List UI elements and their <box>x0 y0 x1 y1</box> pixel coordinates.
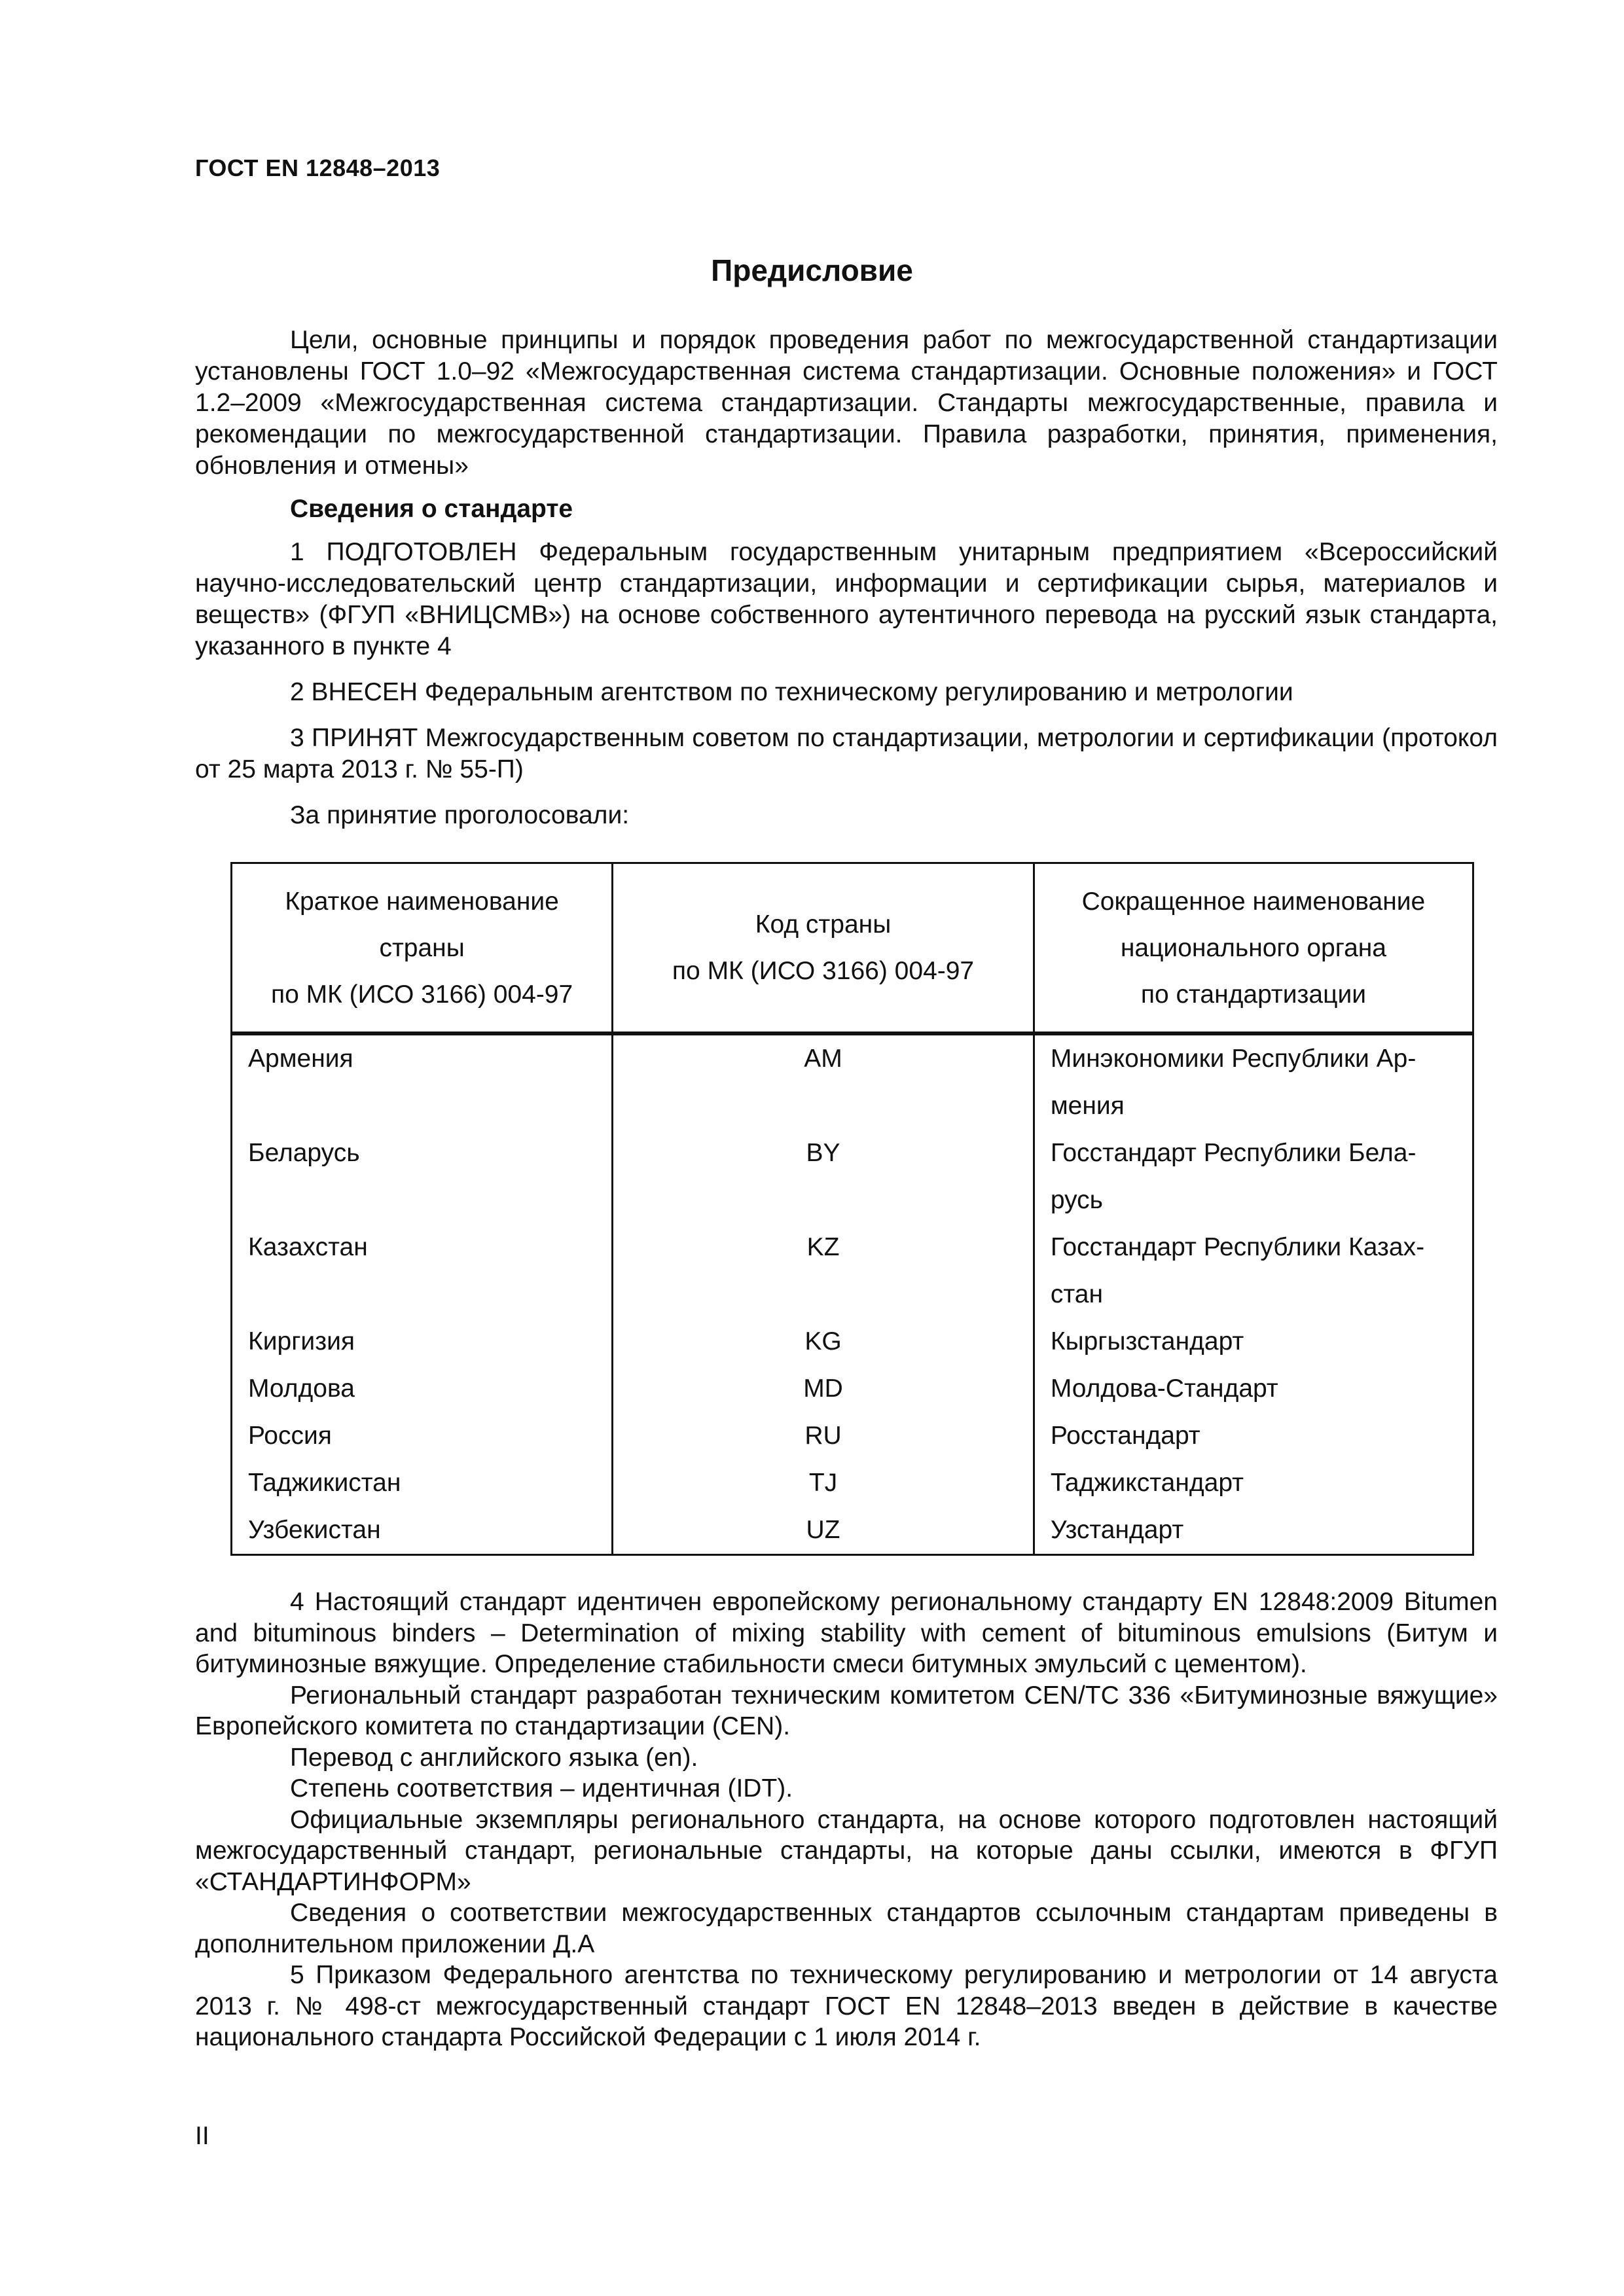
item-4-committee: Региональный стандарт разработан техническим комитетом CEN/TC 336 «Битуминозные вяжущие» Европейского комитета по стандартизации (CEN). <box>195 1681 1498 1740</box>
voting-table <box>230 862 1474 1556</box>
item-4-official-copies: Официальные экземпляры регионального стандарта, на основе которого подготовлен настоящий межгосударственный стандарт, региональные стандарты, на которые даны ссылки, имеются в ФГУП «СТАНДАРТИНФОРМ» <box>195 1805 1498 1896</box>
page-number: II <box>195 2122 209 2150</box>
item-4-paragraph: 4 Настоящий стандарт идентичен европейскому региональному стандарту EN 12848:2009 Bitumen and bituminous binders – Determination of mixing stability with cement of bituminous emulsions (Битум и битуминозные вяжущие. Определение стабильности смеси битумных эмульсий с цементом). <box>195 1588 1498 1678</box>
page-title: Предисловие <box>711 253 913 287</box>
table-row <box>232 1318 1473 1365</box>
org-cell: Госстандарт Республики Бела- русь <box>1034 1130 1473 1224</box>
code-cell: BY <box>613 1130 1034 1224</box>
header-national-body: Сокращенное наименование национального органа по стандартизации <box>1034 863 1473 1034</box>
table-row <box>232 1033 1473 1130</box>
org-cell: Росстандарт <box>1034 1412 1473 1460</box>
table-row <box>232 1460 1473 1507</box>
document-header: ГОСТ EN 12848–2013 <box>195 154 441 181</box>
country-cell: Казахстан <box>232 1224 613 1318</box>
voted-label: За принятие проголосовали: <box>290 801 630 829</box>
table-row <box>232 1507 1473 1555</box>
code-cell: TJ <box>613 1460 1034 1507</box>
code-cell: KZ <box>613 1224 1034 1318</box>
table-row <box>232 1365 1473 1412</box>
info-heading: Сведения о стандарте <box>290 495 573 523</box>
item-4-annex-info: Сведения о соответствии межгосударственных стандартов ссылочным стандартам приведены в дополнительном приложении Д.А <box>195 1899 1498 1958</box>
code-cell: RU <box>613 1412 1034 1460</box>
item-1-paragraph: 1 ПОДГОТОВЛЕН Федеральным государственным унитарным предприятием «Всероссийский научно-исследовательский центр стандартизации, информации и сертификации сырья, материалов и веществ» (ФГУП «ВНИЦСМВ») на основе собственного аутентичного перевода на русский язык стандарта, указанного в пункте 4 <box>195 538 1498 660</box>
voting-table-wrapper <box>230 862 1474 1556</box>
org-cell: Таджикстандарт <box>1034 1460 1473 1507</box>
code-cell: AM <box>613 1033 1034 1130</box>
code-cell: MD <box>613 1365 1034 1412</box>
header-country-code: Код страны по МК (ИСО 3166) 004-97 <box>613 863 1034 1034</box>
code-cell: UZ <box>613 1507 1034 1555</box>
country-cell: Таджикистан <box>232 1460 613 1507</box>
table-row <box>232 1130 1473 1224</box>
item-5-paragraph: 5 Приказом Федерального агентства по техническому регулированию и метрологии от 14 августа 2013 г. № 498-ст межгосударственный стандарт ГОСТ EN 12848–2013 введен в действие в качестве национального стандарта Российской Федерации с 1 июля 2014 г. <box>195 1961 1498 2051</box>
org-cell: Госстандарт Республики Казах- стан <box>1034 1224 1473 1318</box>
country-cell: Армения <box>232 1033 613 1130</box>
preface-section <box>195 325 1498 831</box>
code-cell: KG <box>613 1318 1034 1365</box>
header-country-name: Краткое наименование страны по МК (ИСО 3166) 004-97 <box>232 863 613 1034</box>
org-cell: Молдова-Стандарт <box>1034 1365 1473 1412</box>
country-cell: Киргизия <box>232 1318 613 1365</box>
table-row <box>232 1412 1473 1460</box>
item-2-paragraph: 2 ВНЕСЕН Федеральным агентством по техническому регулированию и метрологии <box>290 678 1293 706</box>
org-cell: Минэкономики Республики Ар- мения <box>1034 1033 1473 1130</box>
country-cell: Беларусь <box>232 1130 613 1224</box>
country-cell: Молдова <box>232 1365 613 1412</box>
country-cell: Россия <box>232 1412 613 1460</box>
intro-paragraph: Цели, основные принципы и порядок проведения работ по межгосударственной стандартизации установлены ГОСТ 1.0–92 «Межгосударственная система стандартизации. Основные положения» и ГОСТ 1.2–2009 «Межгосударственная система стандартизации. Стандарты межгосударственные, правила и рекомендации по межгосударственной стандартизации. Правила разработки, принятия, применения, обновления и отмены» <box>195 326 1498 480</box>
table-row <box>232 1224 1473 1318</box>
org-cell: Кыргызстандарт <box>1034 1318 1473 1365</box>
item-4-conformity: Степень соответствия – идентичная (IDT). <box>290 1774 793 1803</box>
details-section <box>195 1587 1498 2053</box>
table-header-row <box>232 863 1473 1034</box>
country-cell: Узбекистан <box>232 1507 613 1555</box>
org-cell: Узстандарт <box>1034 1507 1473 1555</box>
item-3-paragraph: 3 ПРИНЯТ Межгосударственным советом по стандартизации, метрологии и сертификации (протокол от 25 марта 2013 г. № 55-П) <box>195 724 1498 783</box>
item-4-translation: Перевод с английского языка (en). <box>290 1743 698 1772</box>
